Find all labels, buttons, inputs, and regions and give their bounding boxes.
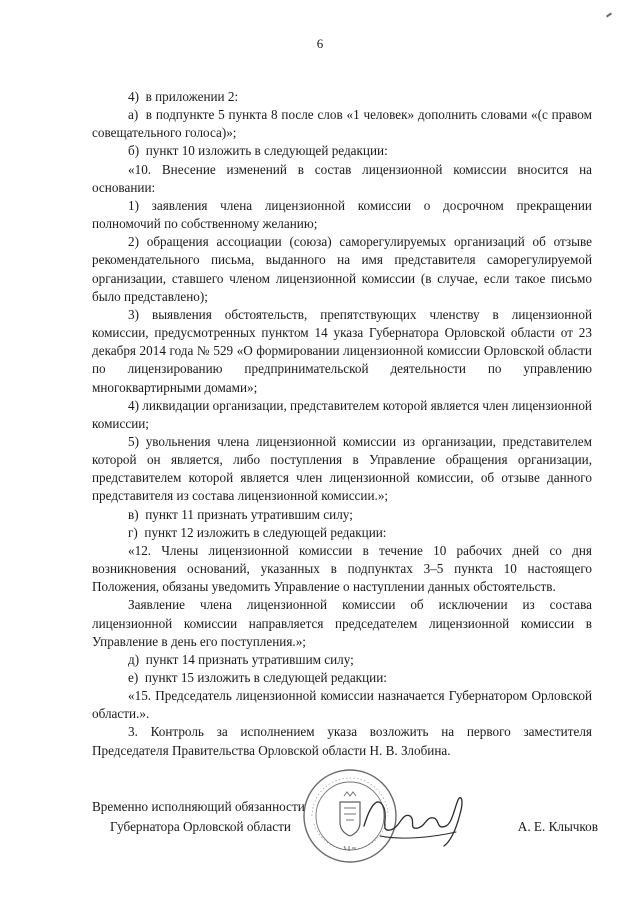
paragraph-subitem-g: г) пункт 12 изложить в следующей редакции: bbox=[128, 524, 387, 540]
paragraph-subitem-v: в) пункт 11 признать утратившим силу; bbox=[128, 506, 353, 522]
paragraph-appendix-2: 4) в приложении 2: bbox=[128, 89, 239, 104]
paragraph-basis-2: 2) обращения ассоциации (союза) саморегулируемых организаций об отзыве рекомендательного письма, выданного на имя представителя саморегулируемой организации, ставшего членом лицензионной комиссии (в случае, если такое письмо было представлено); bbox=[92, 234, 592, 304]
scan-mark bbox=[606, 12, 612, 17]
paragraph-control: 3. Контроль за исполнением указа возложить на первого заместителя Председателя Правительства Орловской области Н. В. Злобина. bbox=[92, 724, 592, 758]
paragraph-subitem-d: д) пункт 14 признать утратившим силу; bbox=[128, 651, 354, 667]
paragraph-basis-3: 3) выявления обстоятельств, препятствующих членству в лицензионной комиссии, предусмотренных пунктом 14 указа Губернатора Орловской области от 23 декабря 2014 года № 529 «О формировании лицензионной комиссии Орловской области по лицензированию предпринимательской деятельности по управлению многоквартирными домами»; bbox=[92, 306, 592, 395]
paragraph-item-10: «10. Внесение изменений в состав лицензионной комиссии вносится на основании: bbox=[92, 161, 592, 195]
document-body bbox=[92, 88, 592, 760]
paragraph-subitem-a: а) в подпункте 5 пункта 8 после слов «1 человек» дополнить словами «(с правом совещательного голоса)»; bbox=[92, 107, 592, 141]
page-number: 6 bbox=[316, 36, 324, 51]
paragraph-subitem-e: е) пункт 15 изложить в следующей редакции: bbox=[128, 670, 387, 685]
paragraph-basis-1: 1) заявления члена лицензионной комиссии о досрочном прекращении полномочий по собственному желанию; bbox=[92, 197, 592, 232]
signatory-position-line2: Губернатора Орловской области bbox=[110, 819, 291, 834]
paragraph-item-12-statement: Заявление члена лицензионной комиссии об исключении из состава лицензионной комиссии направляется председателем лицензионной комиссии в Управление в день его поступления.»; bbox=[92, 597, 592, 649]
handwritten-signature-icon bbox=[360, 786, 470, 852]
paragraph-subitem-b: б) пункт 10 изложить в следующей редакции: bbox=[128, 143, 388, 159]
paragraph-basis-5: 5) увольнения члена лицензионной комиссии из организации, представителем которой он является, либо поступления в Управление обращения организации, представителем которой является член лицензионной комиссии, об отзыве данного представителя из состава лицензионной комиссии.»; bbox=[92, 433, 592, 504]
paragraph-item-12: «12. Члены лицензионной комиссии в течение 10 рабочих дней со дня возникновения оснований, указанных в подпунктах 3–5 пункта 10 настоящего Положения, обязаны уведомить Управление о наступлении данных обстоятельств. bbox=[92, 542, 592, 595]
signatory-name: А. Е. Клычков bbox=[517, 819, 598, 834]
paragraph-item-15: «15. Председатель лицензионной комиссии назначается Губернатором Орловской области.». bbox=[92, 688, 592, 722]
signatory-position-line1: Временно исполняющий обязанности bbox=[92, 799, 305, 814]
paragraph-basis-4: 4) ликвидации организации, представителем которой является член лицензионной комиссии; bbox=[92, 397, 592, 431]
